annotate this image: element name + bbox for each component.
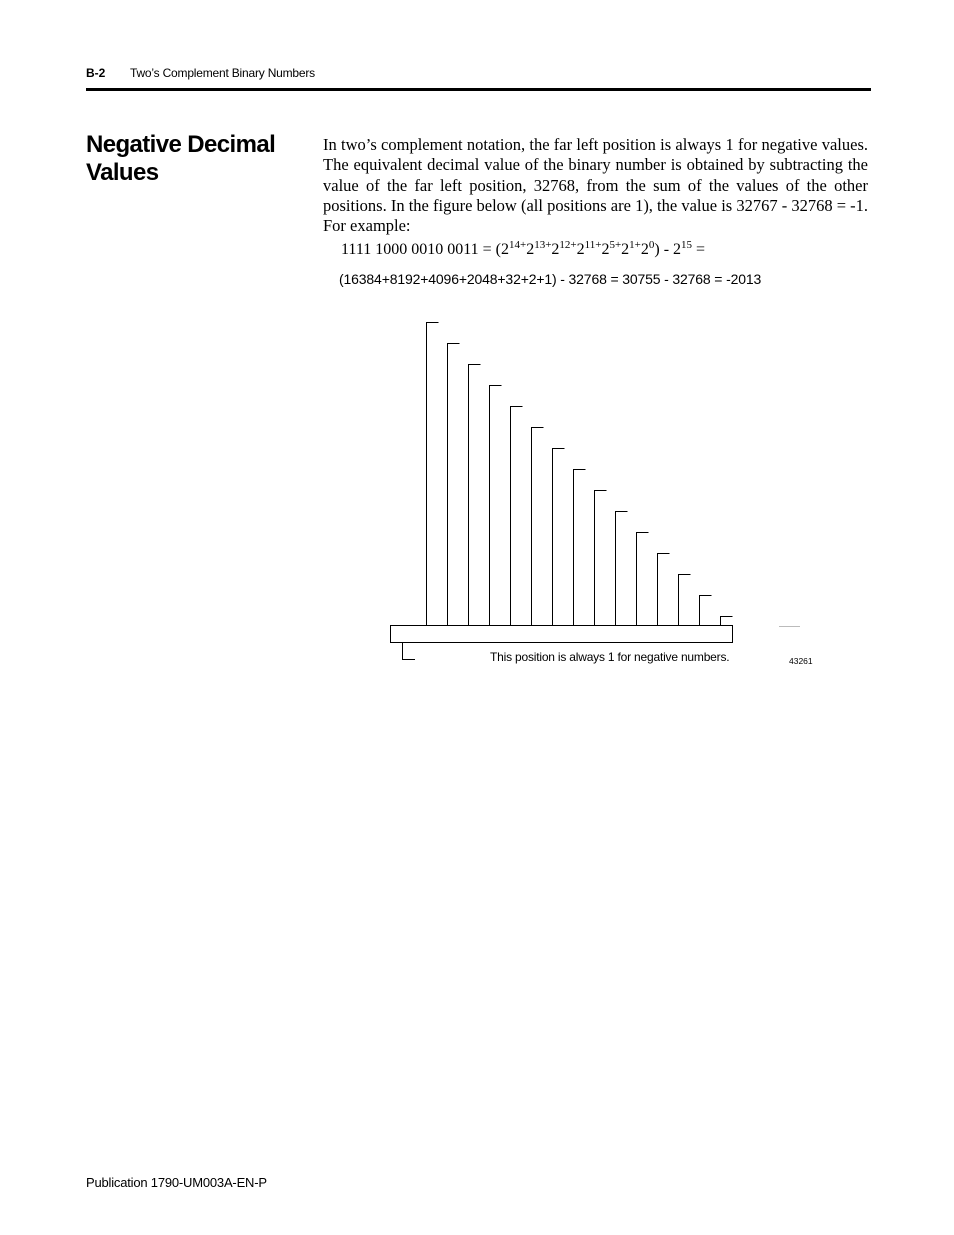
header-rule <box>86 88 871 91</box>
term-exponent: 0 <box>648 239 655 251</box>
bit-position-line <box>679 575 691 626</box>
bit-position-line <box>700 596 712 626</box>
equation-binary-expansion <box>341 240 705 260</box>
register-box <box>391 626 733 643</box>
term-exponent: 14+ <box>508 239 527 251</box>
bit-position-line <box>574 470 586 626</box>
bit-position-line <box>427 323 439 626</box>
equation-binary: 1111 1000 0010 0011 = ( <box>341 241 501 258</box>
term-exponent: 13+ <box>534 239 552 251</box>
figure-caption: This position is always 1 for negative numbers. <box>490 650 730 664</box>
term-base: 2 <box>640 241 649 258</box>
sign-bit-callout <box>403 643 416 660</box>
bit-position-line <box>721 617 733 626</box>
publication-footer: Publication 1790-UM003A-EN-P <box>86 1175 267 1190</box>
bit-position-line <box>448 344 460 626</box>
bit-position-line <box>658 554 670 626</box>
bit-position-line <box>637 533 649 626</box>
bit-position-line <box>490 386 502 626</box>
page-number: B-2 <box>86 66 106 80</box>
equation-decimal-sum: (16384+8192+4096+2048+32+2+1) - 32768 = 30755 - 32768 = -2013 <box>339 271 762 287</box>
bit-position-line <box>595 491 607 626</box>
equation-equals: = <box>692 241 706 258</box>
section-title: Negative Decimal Values <box>86 131 276 186</box>
page-header <box>86 66 871 88</box>
term-base: 2 <box>673 241 682 258</box>
bit-position-line <box>469 365 481 626</box>
term-base: 2 <box>526 241 535 258</box>
body-paragraph: In two’s complement notation, the far left position is always 1 for negative values. The equivalent decimal value of the binary number is obtained by subtracting the value of the far left position, 32768, from the sum of the values of the other positions. In the figure below (all positions are 1), the value is 32767 - 32768 = -1. For example: <box>323 135 868 236</box>
term-base: 2 <box>621 241 630 258</box>
bit-position-line <box>532 428 544 626</box>
term-base: 2 <box>601 241 610 258</box>
term-base: 2 <box>551 241 560 258</box>
term-exponent: 12+ <box>559 239 577 251</box>
figure-id: 43261 <box>789 656 813 666</box>
term-exponent: 11+ <box>584 239 602 251</box>
term-exponent: 15 <box>681 239 693 251</box>
term-base: 2 <box>500 241 509 258</box>
bit-position-line <box>553 449 565 626</box>
bit-position-line <box>511 407 523 626</box>
bit-position-line <box>616 512 628 626</box>
term-base: 2 <box>576 241 585 258</box>
term-exponent: 1+ <box>629 239 641 251</box>
term-exponent: 5+ <box>609 239 622 251</box>
chapter-title: Two’s Complement Binary Numbers <box>130 66 315 80</box>
equation-close: ) - <box>654 241 674 258</box>
